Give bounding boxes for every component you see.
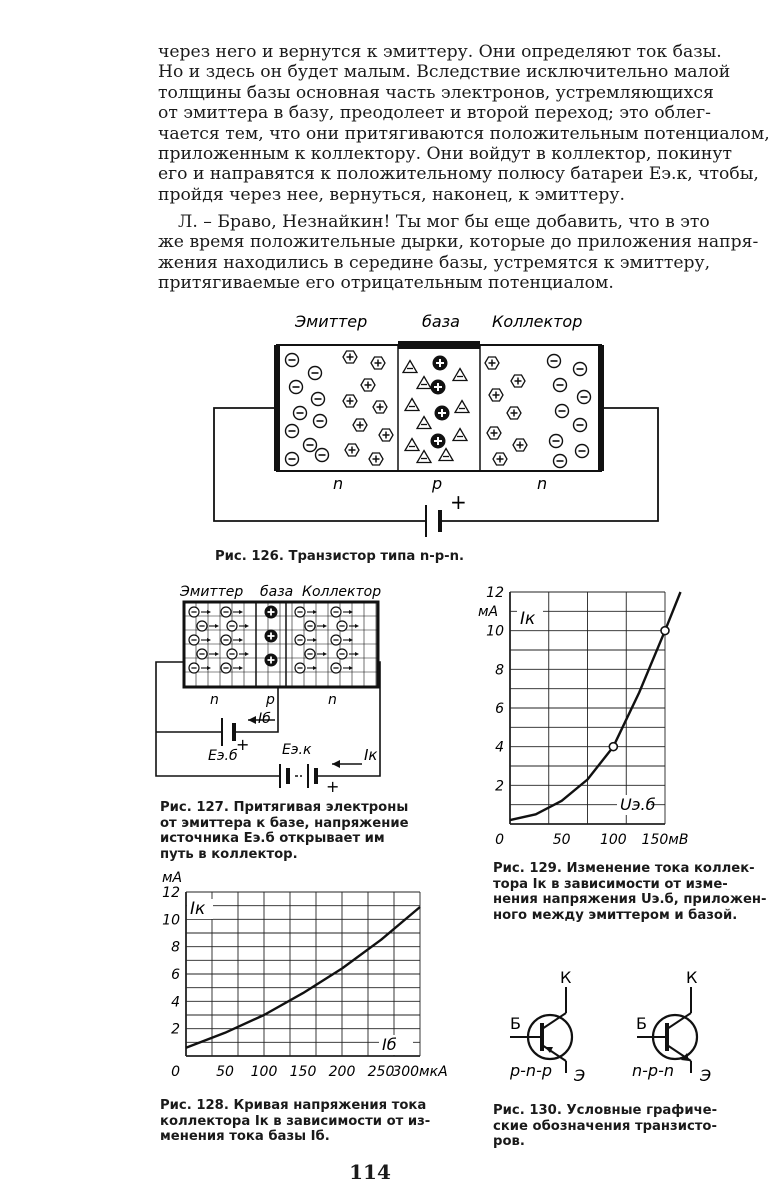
transistor-body (184, 602, 378, 687)
svg-text:Iк: Iк (190, 899, 206, 919)
x-tick-label: 100 (599, 832, 627, 848)
y-tick-label: 12 (162, 885, 180, 901)
x-tick-label: 50 (216, 1064, 234, 1080)
acceptor-ion-icon (453, 369, 467, 381)
caption-line: Рис. 129. Изменение тока коллек- (493, 861, 755, 876)
caption-fig127 (160, 800, 409, 862)
x-tick-label: 0 (171, 1064, 180, 1080)
label-npn: n-p-n (632, 1061, 674, 1080)
acceptor-ion-icon (455, 401, 469, 413)
y-tick-label: 4 (171, 994, 180, 1011)
y-tick-label: 6 (495, 701, 504, 717)
x-axis-label (379, 1035, 413, 1055)
caption-line: Рис. 127. Притягивая электроны (160, 800, 409, 815)
text-line: жения находились в середине базы, устремятся к эмиттеру, (158, 252, 711, 273)
plus-sign: + (450, 490, 467, 514)
text-line: чается тем, что они притягиваются положительным потенциалом, (158, 123, 770, 144)
carrier-grid (184, 602, 378, 687)
charge-carriers (286, 351, 591, 468)
svg-text:Iб: Iб (382, 1035, 397, 1054)
label-n-right: n (537, 474, 548, 493)
caption-fig126 (215, 549, 464, 565)
y-tick-label: 2 (495, 778, 504, 795)
acceptor-ion-icon (405, 399, 419, 411)
caption-line: путь в коллектор. (160, 846, 298, 862)
figure-128-chart (150, 868, 448, 1088)
x-tick-label: 250 (367, 1064, 395, 1080)
plus-sign: + (236, 735, 250, 754)
paragraph-1 (158, 42, 770, 205)
caption-line: от эмиттера к базе, напряжение (160, 815, 409, 831)
x-tick-label: 150 (289, 1064, 317, 1080)
acceptor-ion-icon (403, 361, 417, 373)
acceptor-ion-icon (439, 449, 453, 461)
caption-line: ного между эмиттером и базой. (493, 907, 738, 923)
y-tick-label: 6 (171, 967, 180, 983)
text-line: притягиваемые его отрицательным потенциалом. (158, 273, 614, 294)
label-e1: Э (574, 1066, 586, 1085)
caption-line: ские обозначения транзисто- (493, 1118, 717, 1134)
label-base: база (260, 584, 294, 600)
figure-126-transistor-npn (200, 305, 670, 545)
acceptor-ion-icon (417, 377, 431, 389)
x-axis-label (617, 795, 656, 815)
text-line: приложенным к коллектору. Они войдут в коллектор, покинут (158, 144, 732, 165)
base-contact (398, 341, 480, 349)
caption-line: Рис. 130. Условные графиче- (493, 1103, 718, 1118)
label-n1: n (210, 692, 219, 708)
page-number: 114 (349, 1160, 391, 1184)
acceptor-ion-icon (417, 417, 431, 429)
acceptor-ion-icon (417, 451, 431, 463)
caption-line: Рис. 128. Кривая напряжения тока (160, 1098, 427, 1113)
x-tick-label: 150мВ (641, 832, 689, 848)
figure-127-circuit (150, 578, 400, 796)
text-line: пройдя через нее, вернуться, наконец, к эмиттеру. (158, 184, 625, 205)
y-tick-label: 8 (495, 662, 504, 679)
y-axis-label (517, 609, 543, 629)
caption-fig129 (493, 861, 766, 923)
svg-text:Uэ.б: Uэ.б (620, 795, 656, 814)
label-ik: Iк (364, 746, 378, 764)
caption-fig128 (160, 1098, 430, 1145)
caption-line: менения тока базы Iб. (160, 1129, 330, 1144)
label-ib: Iб (258, 711, 271, 727)
label-emitter: Эмиттер (295, 312, 368, 331)
label-p: p (432, 474, 443, 493)
figure-129-chart (470, 580, 689, 850)
caption-line: нения напряжения Uэ.б, приложен- (493, 892, 767, 907)
y-tick-label: 12 (486, 585, 504, 601)
label-n2: n (328, 692, 337, 708)
series-line (186, 907, 420, 1048)
text-line: же время положительные дырки, которые до приложения напря- (158, 232, 759, 253)
y-axis-label (187, 899, 213, 919)
caption-line: тора Iк в зависимости от изме- (493, 876, 728, 892)
label-collector: Коллектор (492, 312, 583, 331)
label-collector: Коллектор (302, 584, 382, 600)
y-tick-label: 4 (495, 739, 504, 756)
text-line: от эмиттера в базу, преодолеет и второй переход; это облег- (158, 103, 711, 124)
arrow-icon (332, 760, 340, 768)
text-line: Л. – Браво, Незнайкин! Ты мог бы еще добавить, что в это (178, 212, 710, 232)
caption-line: коллектора Iк в зависимости от из- (160, 1113, 431, 1129)
label-p: p (266, 692, 275, 708)
y-tick-label: 10 (486, 623, 504, 640)
label-n-left: n (333, 474, 344, 493)
plus-sign: + (326, 777, 340, 796)
y-tick-label: 2 (171, 1021, 180, 1038)
data-point (661, 627, 669, 635)
caption-fig130 (493, 1103, 717, 1150)
collector-contact (598, 345, 604, 471)
label-e2: Э (700, 1066, 712, 1085)
data-point (609, 743, 617, 751)
label-k1: К (560, 968, 572, 987)
y-unit-label: мА (478, 604, 499, 620)
y-tick-label: 8 (171, 939, 180, 956)
acceptor-ion-icon (453, 429, 467, 441)
x-tick-label: 100 (250, 1064, 278, 1080)
paragraph-2 (158, 212, 759, 294)
label-b2: Б (636, 1014, 647, 1033)
acceptor-ion-icon (405, 439, 419, 451)
caption-line: ров. (493, 1134, 525, 1149)
label-k2: К (686, 968, 698, 987)
y-tick-label: 10 (162, 912, 180, 929)
label-pnp: p-n-p (510, 1061, 552, 1080)
label-emitter: Эмиттер (180, 584, 244, 600)
figure-130-symbols (490, 965, 730, 1090)
text-line: его и направятся к положительному полюсу батареи Eэ.к, чтобы, (158, 164, 759, 185)
arrow-icon (248, 716, 256, 724)
text-line: толщины базы основная часть электронов, устремляющихся (158, 82, 714, 103)
x-tick-label: 300мкА (392, 1064, 448, 1080)
svg-text:Iк: Iк (520, 609, 536, 629)
text-line: Но и здесь он будет малым. Вследствие исключительно малой (158, 62, 731, 83)
label-eek: Eэ.к (282, 742, 312, 758)
x-tick-label: 0 (495, 832, 504, 848)
caption-line: Рис. 126. Транзистор типа n-p-n. (215, 549, 465, 564)
y-unit-label: мА (162, 870, 183, 886)
label-eeb: Eэ.б (208, 748, 238, 764)
label-b1: Б (510, 1014, 521, 1033)
x-tick-label: 200 (328, 1064, 356, 1080)
caption-line: источника Eэ.б открывает им (160, 831, 385, 846)
text-line: через него и вернутся к эмиттеру. Они определяют ток базы. (158, 42, 722, 62)
x-tick-label: 50 (552, 832, 571, 848)
label-base: база (422, 312, 460, 331)
